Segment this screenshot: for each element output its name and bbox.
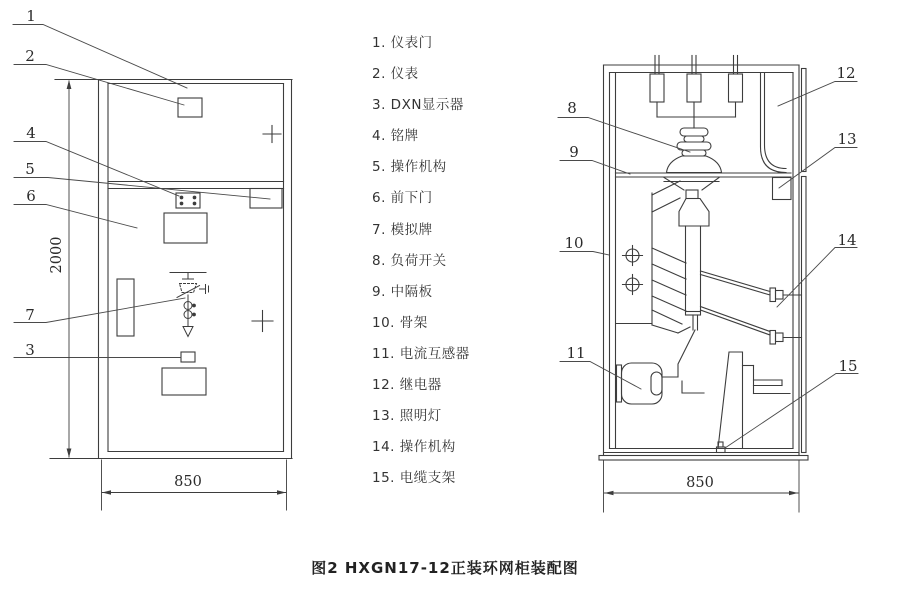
- legend-item: 5. 操作机构: [372, 159, 447, 176]
- callout-9: 9: [569, 143, 579, 161]
- nameplate-box: [176, 193, 200, 208]
- cable-bracket: [717, 442, 726, 453]
- legend-item: 15. 电缆支架: [372, 470, 456, 487]
- legend-item: 3. DXN显示器: [372, 97, 464, 114]
- load-switch-insulator: [667, 128, 722, 173]
- callout-11: 11: [566, 344, 586, 362]
- mimic-diagram-symbol: [170, 273, 209, 337]
- height-dimension: [67, 80, 72, 458]
- callout-7: 7: [25, 306, 35, 324]
- callout-5: 5: [25, 160, 35, 178]
- legend-item: 14. 操作机构: [372, 439, 456, 456]
- meter-box: [178, 98, 202, 117]
- legend-item: 11. 电流互感器: [372, 345, 470, 362]
- legend-item: 8. 负荷开关: [372, 252, 447, 269]
- switch-mechanism: [663, 178, 719, 394]
- front-leader-lines: [13, 25, 270, 358]
- callout-15: 15: [838, 357, 858, 375]
- callout-8: 8: [567, 99, 577, 117]
- current-transformer: [617, 363, 663, 404]
- callout-6: 6: [26, 187, 36, 205]
- parts-legend: [372, 28, 572, 494]
- legend-item: 9. 中隔板: [372, 283, 433, 300]
- support-tower: [718, 352, 790, 449]
- right-lower-door-edge: [802, 177, 807, 453]
- callout-12: 12: [836, 64, 856, 82]
- dim-side-width-850: 850: [686, 475, 714, 491]
- callout-3: 3: [25, 341, 35, 359]
- callout-13: 13: [837, 130, 857, 148]
- legend-item: 12. 继电器: [372, 377, 442, 394]
- legend-item: 7. 模拟牌: [372, 221, 433, 238]
- bushings: [650, 56, 743, 129]
- callout-1: 1: [26, 7, 36, 25]
- legend-item: 10. 骨架: [372, 314, 428, 331]
- callout-14: 14: [837, 231, 857, 249]
- dim-height-2000: 2000: [49, 236, 65, 274]
- legend-item: 1. 仪表门: [372, 35, 433, 51]
- linkage-rods: [701, 271, 802, 344]
- dxn-display-box: [181, 352, 195, 362]
- side-view-drawing: [558, 56, 858, 513]
- base-slab: [599, 456, 808, 461]
- callout-10: 10: [564, 234, 584, 252]
- legend-item: 4. 铭牌: [372, 128, 419, 145]
- legend-item: 13. 照明灯: [372, 408, 442, 425]
- right-upper-door-edge: [802, 69, 807, 172]
- dim-front-width-850: 850: [174, 474, 202, 490]
- frame-bolts: [623, 246, 643, 295]
- legend-item: 2. 仪表: [372, 66, 419, 83]
- hatched-plate: [616, 181, 690, 333]
- legend-item: 6. 前下门: [372, 190, 433, 207]
- callout-4: 4: [26, 124, 36, 142]
- callout-2: 2: [25, 47, 35, 65]
- figure-caption: 图2 HXGN17-12正装环网柜装配图: [311, 559, 579, 577]
